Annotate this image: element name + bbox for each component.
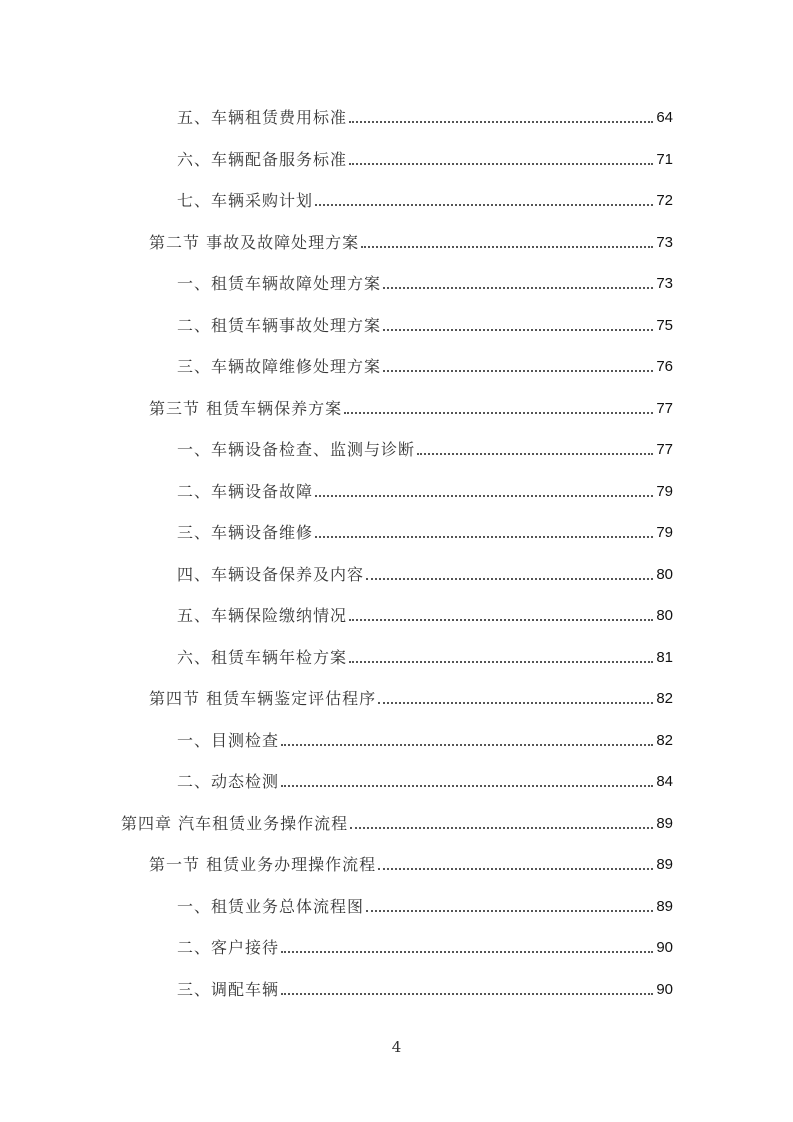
dot-leader	[349, 661, 653, 663]
toc-entry-page: 80	[656, 566, 673, 583]
toc-entry-page: 82	[656, 690, 673, 707]
dot-leader	[350, 827, 653, 829]
toc-entry-title: 二、客户接待	[177, 938, 280, 957]
toc-entry-page: 79	[656, 524, 673, 541]
toc-entry-title: 七、车辆采购计划	[177, 191, 314, 210]
dot-leader	[315, 495, 653, 497]
toc-entry-page: 90	[656, 939, 673, 956]
toc-entry-page: 79	[656, 483, 673, 500]
toc-entry-page: 80	[656, 607, 673, 624]
toc-entry-page: 75	[656, 317, 673, 334]
toc-entry-title: 一、租赁业务总体流程图	[177, 897, 365, 916]
toc-entry-page: 89	[656, 856, 673, 873]
toc-subsection-entry[interactable]	[0, 727, 673, 751]
dot-leader	[366, 910, 653, 912]
toc-subsection-entry[interactable]	[0, 934, 673, 958]
dot-leader	[383, 329, 653, 331]
toc-entry-page: 71	[656, 151, 673, 168]
toc-entry-title: 第四节 租赁车辆鉴定评估程序	[149, 689, 377, 708]
toc-subsection-entry[interactable]	[0, 976, 673, 1000]
toc-entry-page: 81	[656, 649, 673, 666]
toc-section-entry[interactable]	[0, 685, 673, 709]
toc-entry-title: 六、租赁车辆年检方案	[177, 648, 348, 667]
toc-entry-page: 72	[656, 192, 673, 209]
dot-leader	[315, 204, 653, 206]
toc-entry-page: 89	[656, 815, 673, 832]
dot-leader	[349, 619, 653, 621]
toc-entry-title: 三、车辆设备维修	[177, 523, 314, 542]
toc-subsection-entry[interactable]	[0, 602, 673, 626]
toc-entry-title: 第二节 事故及故障处理方案	[149, 233, 360, 252]
toc-entry-page: 89	[656, 898, 673, 915]
toc-entry-title: 六、车辆配备服务标准	[177, 150, 348, 169]
dot-leader	[378, 702, 653, 704]
toc-entry-page: 73	[656, 275, 673, 292]
toc-chapter-entry[interactable]	[0, 810, 673, 834]
dot-leader	[383, 287, 653, 289]
toc-entry-title: 一、目测检查	[177, 731, 280, 750]
toc-entry-title: 三、调配车辆	[177, 980, 280, 999]
dot-leader	[281, 744, 653, 746]
toc-entry-page: 73	[656, 234, 673, 251]
dot-leader	[315, 536, 653, 538]
toc-entry-title: 二、动态检测	[177, 772, 280, 791]
toc-entry-title: 一、租赁车辆故障处理方案	[177, 274, 382, 293]
toc-entry-title: 二、租赁车辆事故处理方案	[177, 316, 382, 335]
toc-entry-title: 第四章 汽车租赁业务操作流程	[121, 814, 349, 833]
toc-subsection-entry[interactable]	[0, 312, 673, 336]
toc-entry-page: 90	[656, 981, 673, 998]
toc-subsection-entry[interactable]	[0, 353, 673, 377]
dot-leader	[366, 578, 653, 580]
dot-leader	[281, 993, 653, 995]
toc-subsection-entry[interactable]	[0, 104, 673, 128]
toc-entry-title: 四、车辆设备保养及内容	[177, 565, 365, 584]
toc-entry-page: 84	[656, 773, 673, 790]
toc-subsection-entry[interactable]	[0, 519, 673, 543]
dot-leader	[349, 163, 653, 165]
toc-subsection-entry[interactable]	[0, 478, 673, 502]
toc-entry-title: 三、车辆故障维修处理方案	[177, 357, 382, 376]
dot-leader	[344, 412, 653, 414]
page-number: 4	[391, 1038, 402, 1056]
toc-section-entry[interactable]	[0, 851, 673, 875]
dot-leader	[281, 951, 653, 953]
toc-entry-title: 第三节 租赁车辆保养方案	[149, 399, 343, 418]
toc-subsection-entry[interactable]	[0, 187, 673, 211]
toc-entry-page: 64	[656, 109, 673, 126]
toc-subsection-entry[interactable]	[0, 146, 673, 170]
dot-leader	[349, 121, 653, 123]
toc-entry-title: 一、车辆设备检查、监测与诊断	[177, 440, 416, 459]
toc-subsection-entry[interactable]	[0, 644, 673, 668]
toc-subsection-entry[interactable]	[0, 561, 673, 585]
toc-entry-page: 76	[656, 358, 673, 375]
toc-entry-page: 82	[656, 732, 673, 749]
toc-entry-title: 二、车辆设备故障	[177, 482, 314, 501]
toc-subsection-entry[interactable]	[0, 270, 673, 294]
toc-section-entry[interactable]	[0, 229, 673, 253]
dot-leader	[281, 785, 653, 787]
toc-subsection-entry[interactable]	[0, 893, 673, 917]
toc-subsection-entry[interactable]	[0, 436, 673, 460]
dot-leader	[361, 246, 653, 248]
toc-entry-title: 五、车辆保险缴纳情况	[177, 606, 348, 625]
dot-leader	[378, 868, 653, 870]
dot-leader	[417, 453, 653, 455]
toc-entry-page: 77	[656, 400, 673, 417]
dot-leader	[383, 370, 653, 372]
toc-entry-page: 77	[656, 441, 673, 458]
toc-section-entry[interactable]	[0, 395, 673, 419]
toc-subsection-entry[interactable]	[0, 768, 673, 792]
toc-entry-title: 五、车辆租赁费用标准	[177, 108, 348, 127]
toc-entry-title: 第一节 租赁业务办理操作流程	[149, 855, 377, 874]
